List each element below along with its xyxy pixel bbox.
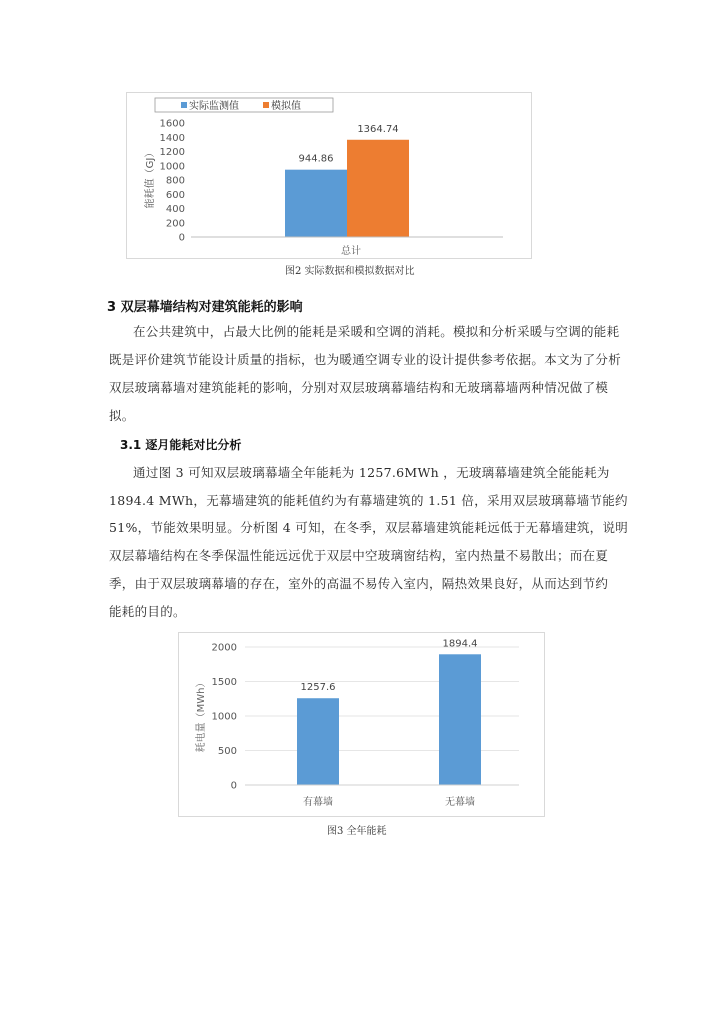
fig2-y-tick-label: 200 (165, 218, 185, 230)
fig3-data-label-1: 1257.6 (300, 682, 336, 694)
fig2-y-tick-label: 800 (165, 175, 185, 187)
fig2-legend-label-simulated: 模拟值 (271, 101, 301, 112)
section-3-line-1: 在公共建筑中，占最大比例的能耗是采暖和空调的消耗。模拟和分析采暖与空调的能耗 (133, 324, 620, 339)
fig2-data-label-2: 1364.74 (357, 123, 399, 135)
section-3-1-line-1: 通过图 3 可知双层玻璃幕墙全年能耗为 1257.6MWh ，无玻璃幕墙建筑全能能耗为 (133, 465, 610, 480)
fig2-y-tick-label: 600 (165, 189, 185, 201)
figure-2-caption: 图2 实际数据和模拟数据对比 (285, 266, 415, 277)
section-3-heading: 3 双层幕墙结构对建筑能耗的影响 (107, 300, 303, 315)
fig3-y-tick-label: 1000 (211, 711, 237, 723)
section-3-1-line-2: 1894.4 MWh，无幕墙建筑的能耗值约为有幕墙建筑的 1.51 倍，采用双层玻璃幕墙节能约 (109, 493, 628, 508)
fig3-data-label-2: 1894.4 (442, 638, 478, 650)
figure-2-chart (126, 92, 532, 259)
fig2-y-axis-label: 能耗值（GJ） (145, 147, 156, 209)
figure-3-chart (178, 632, 545, 817)
fig3-category-label-2: 无幕墙 (445, 797, 475, 808)
fig3-category-label-1: 有幕墙 (303, 797, 333, 808)
fig2-data-label-1: 944.86 (298, 153, 334, 165)
fig2-y-tick-label: 1400 (159, 132, 185, 144)
fig3-y-tick-label: 0 (230, 780, 237, 792)
fig2-y-tick-label: 1000 (159, 161, 185, 173)
section-3-1-line-4: 双层幕墙结构在冬季保温性能远远优于双层中空玻璃窗结构，室内热量不易散出；而在夏 (109, 548, 609, 563)
fig3-y-tick-label: 1500 (211, 677, 237, 688)
figure-3-plot (179, 633, 544, 816)
section-3-1-heading: 3.1 逐月能耗对比分析 (120, 438, 242, 452)
fig3-bar-1 (297, 698, 339, 785)
figure-2-plot (127, 93, 531, 258)
fig2-legend-swatch-simulated (263, 102, 269, 108)
fig2-y-tick-label: 0 (178, 232, 185, 244)
fig2-y-tick-label: 400 (165, 204, 185, 215)
fig3-y-tick-label: 2000 (211, 642, 237, 654)
fig3-y-axis-label: 耗电量（MWh） (196, 677, 207, 753)
section-3-line-3: 双层玻璃幕墙对建筑能耗的影响，分别对双层玻璃幕墙结构和无玻璃幕墙两种情况做了模 (109, 380, 609, 395)
fig2-bar-2 (347, 140, 409, 237)
figure-3-caption: 图3 全年能耗 (327, 826, 387, 837)
section-3-1-line-3: 51%，节能效果明显。分析图 4 可知，在冬季，双层幕墙建筑能耗远低于无幕墙建筑，说明 (109, 520, 629, 535)
fig2-y-tick-label: 1200 (159, 147, 185, 158)
section-3-line-2: 既是评价建筑节能设计质量的指标，也为暖通空调专业的设计提供参考依据。本文为了分析 (109, 352, 622, 367)
section-3-1-line-6: 能耗的目的。 (109, 604, 186, 619)
section-3-1-line-5: 季，由于双层玻璃幕墙的存在，室外的高温不易传入室内，隔热效果良好，从而达到节约 (109, 576, 609, 591)
fig2-legend-label-actual: 实际监测值 (189, 101, 239, 112)
fig2-y-tick-label: 1600 (159, 118, 185, 130)
section-3-line-4: 拟。 (109, 408, 135, 423)
fig3-bar-2 (439, 654, 481, 785)
fig2-legend-swatch-actual (181, 102, 187, 108)
fig3-y-tick-label: 500 (217, 746, 237, 757)
fig2-bar-1 (285, 170, 347, 237)
fig2-category-label: 总计 (341, 246, 361, 257)
